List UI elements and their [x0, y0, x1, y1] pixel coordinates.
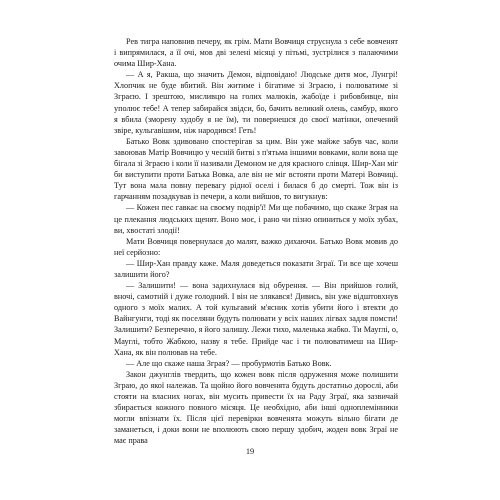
paragraph: Закон джунглів твердить, що кожен вовк після одруження може полишити Зграю, до якої належав. Та щойно його вовченята будуть достатньо дорослі, аби стояти на власних ногах, він мусить привести їх на Раду Зграї, яка зазвичай збирається кожного повного місяця. Це необхідно, аби інші одноплемінники могли впізнати їх. Після цієї перевірки вовченята можуть вільно бігати де заманеться, і доки вони не вполюють свою першу здобич, жоден вовк Зграї не має права [114, 369, 398, 446]
paragraph: — Шир-Хан правду каже. Маля доведеться показати Зграї. Ти все ще хочеш залишити його? [114, 258, 398, 279]
page-number: 19 [245, 447, 255, 456]
paragraph: Мати Вовчиця повернулася до малят, важко дихаючи. Батько Вовк мовив до неї серйозно: [114, 236, 398, 257]
paragraph: Батько Вовк здивовано спостерігав за цим. Він уже майже забув час, коли завоював Матір Вовчицю у чесній битві з п'ятьма іншими вовками, коли вона ще бігала зі Зграєю і коли її називали Демоном не для красного слівця. Шир-Хан міг би виступити проти Батька Вовка, але він не міг встояти проти Матері Вовчиці. Тут вона мала повну перевагу рідної оселі і билася б до смерті. Тож він із гарчанням позадкував із печери, а коли вийшов, то вигукнув: [114, 136, 399, 202]
paragraph: — Залишити! — вона задихнулася від обурення. — Він прийшов голий, вночі, самотній і дуже голодний. І він не злякався! Дивись, він уже відштовхнув одного з моїх малих. А той кульгавий м'ясник хотів убити його і втекти до Вайнгунги, тоді як поселяни будуть полювати у всіх наших лігвах задля помсти! Залишити? Безперечно, я його залишу. Лежи тихо, маленька жабко. Ти Мауглі, о, Мауглі, тобто Жабкою, назву я тебе. Прийде час і ти полюватимеш на Шир-Хана, як він полював на тебе. [114, 281, 398, 357]
paragraph: — Але що скаже наша Зграя? — пробурмотів Батько Вовк. [126, 358, 332, 368]
paragraph: — А я, Ракша, що значить Демон, відповідаю! Людське дитя моє, Лунгрі! Хлопчик не буде вбитий. Він житиме і бігатиме зі Зграєю, і полюватиме зі Зграєю. І зрештою, мисливцю на голих малюків, жабоїде і рибовбивце, він уполює тебе! А тепер забирайся звідси, бо, бачить великий олень, самбур, якого я вбила (зморену худобу я не їм), ти повернешся до своєї матінки, опечений звіре, кульгавішим, ніж народився! Геть! [114, 70, 398, 135]
page-body [114, 36, 398, 446]
paragraph: Рев тигра наповнив печеру, як грім. Мати Вовчиця струснула з себе вовченят і випрямилася, а її очі, мов дві зелені місяці у пітьмі, зустрілися з палаючими очима Шир-Хана. [114, 37, 398, 69]
paragraph: — Кожен пес гавкає на своєму подвір'ї! Ми ще побачимо, що скаже Зграя на це плекання людських щенят. Воно моє, і рано чи пізно опиниться у моїх зубах, ви, хвостаті злодії! [114, 203, 398, 235]
